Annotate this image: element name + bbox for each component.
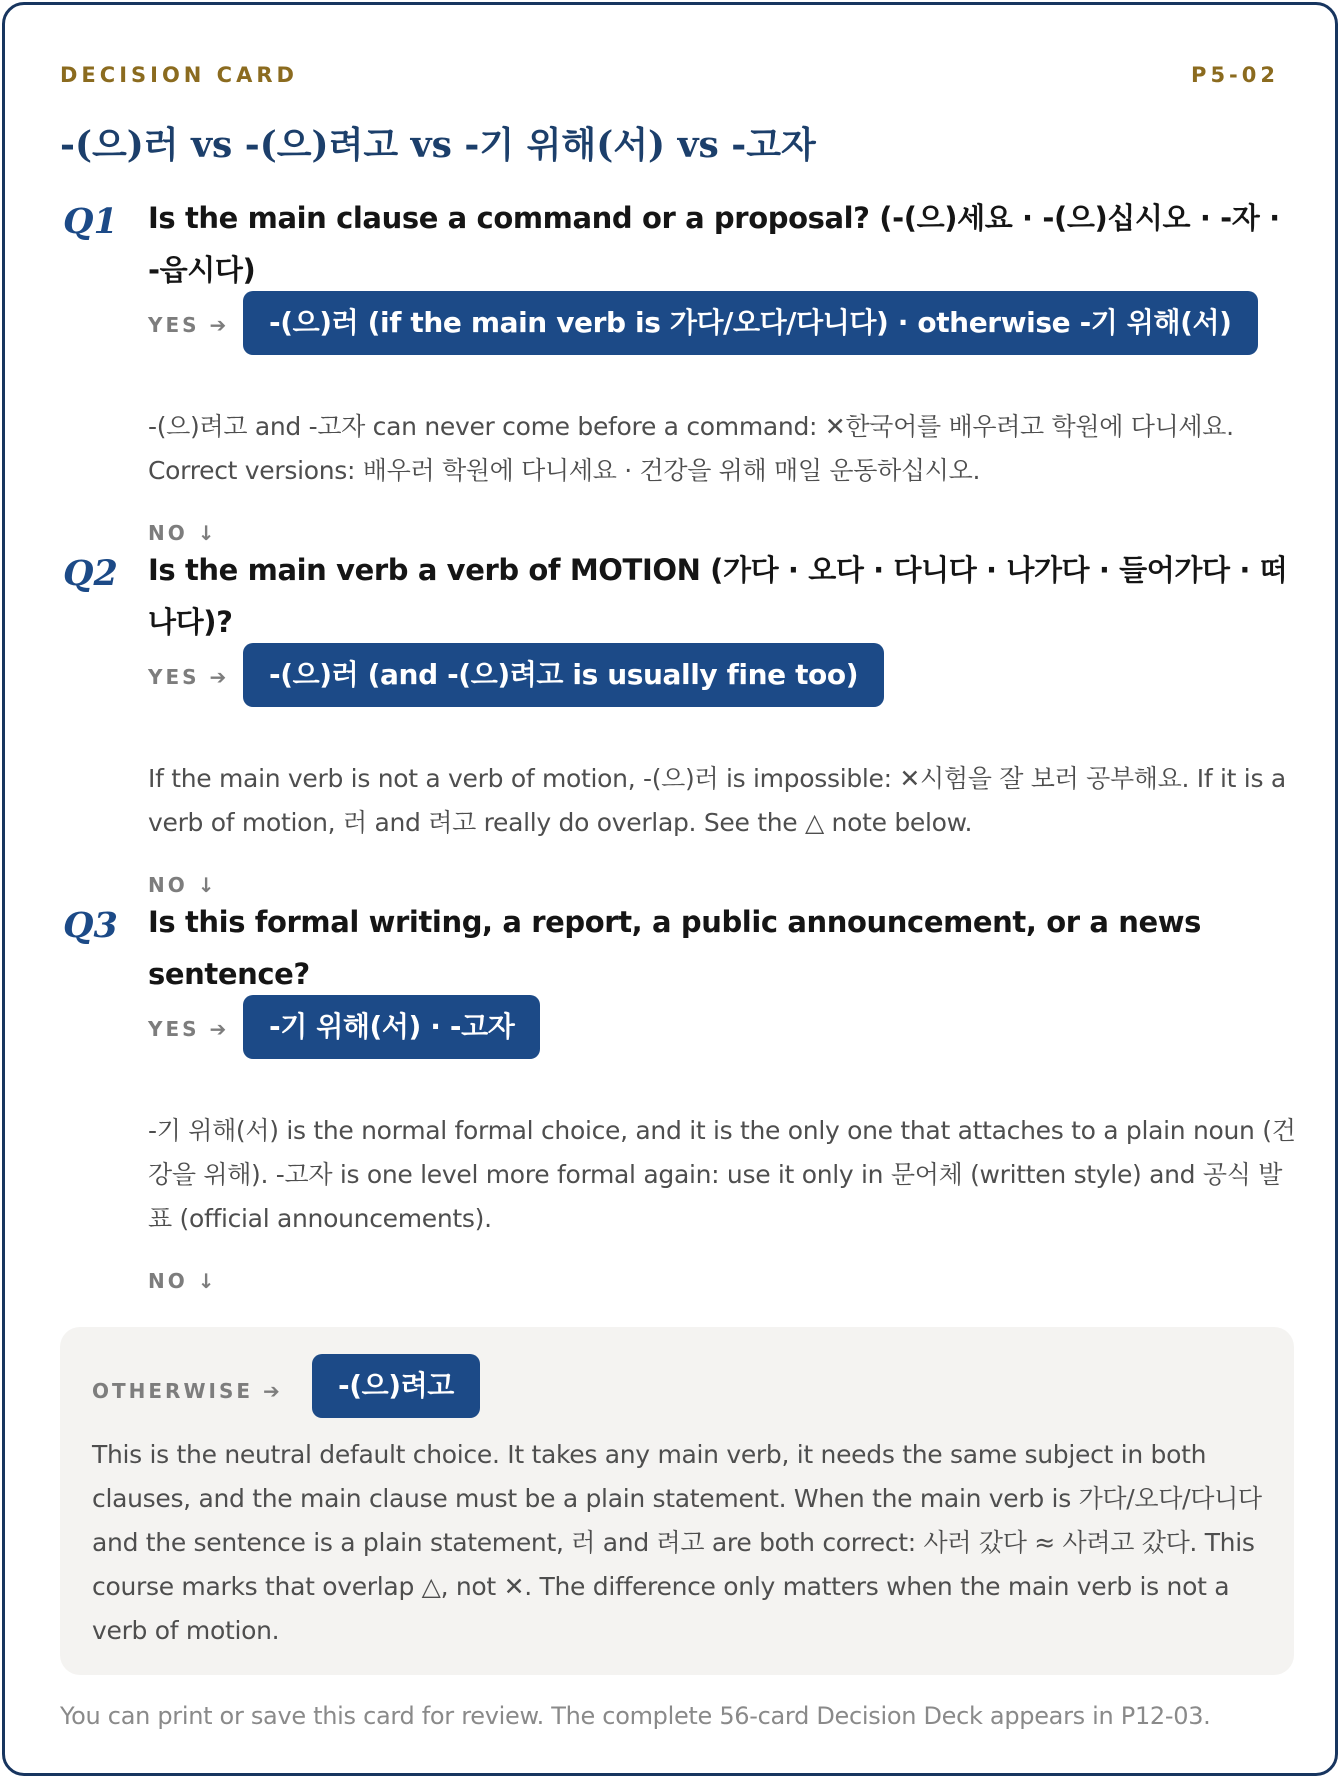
explanation-text: This is the neutral default choice. It takes any main verb, it needs the same subject in both clauses, and the main clause must be a plain statement. When the main verb is 가다/오다/다니다 and the sentence is a plain statement, 러 and 려고 are both correct: 사러 갔다 ≈ 사려고 갔다. This course marks that overlap △, not ✕. The difference only matters when the main verb is not a verb of motion. (92, 1440, 1262, 1645)
otherwise-box (60, 1327, 1294, 1675)
yes-label: YES ➔ (148, 1017, 230, 1041)
explanation-text: -(으)려고 and -고자 can never come before a command: ✕한국어를 배우려고 학원에 다니세요. Correct versions: 배우러 학원에 다니세요 · 건강을 위해 매일 운동하십시오. (148, 412, 1234, 485)
question-number: Q3 (63, 905, 118, 946)
question-text: Is the main verb a verb of MOTION (가다 · 오다 · 다니다 · 나가다 · 들어가다 · 떠나다)? (148, 553, 1288, 639)
answer-pill: -기 위해(서) · -고자 (243, 995, 540, 1059)
decision-card (2, 2, 1338, 1776)
answer-pill: -(으)러 (and -(으)려고 is usually fine too) (243, 643, 884, 707)
card-code: P5-02 (1191, 63, 1279, 87)
explanation-text: If the main verb is not a verb of motion, -(으)러 is impossible: ✕시험을 잘 보러 공부해요. If it is a verb of motion, 러 and 려고 really do overlap. See the △ note below. (148, 764, 1286, 837)
explanation-text: -기 위해(서) is the normal formal choice, and it is the only one that attaches to a plain noun (건강을 위해). -고자 is one level more formal again: use it only in 문어체 (written style) and 공식 발표 (official announcements). (148, 1116, 1296, 1233)
no-label: NO ↓ (148, 1269, 218, 1293)
answer-pill: -(으)려고 (312, 1354, 480, 1418)
yes-label: YES ➔ (148, 665, 230, 689)
card-title: -(으)러 vs -(으)려고 vs -기 위해(서) vs -고자 (60, 124, 816, 166)
answer-pill: -(으)러 (if the main verb is 가다/오다/다니다) · otherwise -기 위해(서) (243, 291, 1258, 355)
question-number: Q2 (63, 553, 118, 594)
card-type-label: DECISION CARD (60, 63, 298, 87)
question-number: Q1 (63, 201, 118, 242)
no-label: NO ↓ (148, 873, 218, 897)
question-text: Is the main clause a command or a proposal? (-(으)세요 · -(으)십시오 · -자 · -읍시다) (148, 201, 1280, 287)
footer-note: You can print or save this card for review. The complete 56-card Decision Deck appears in P12-03. (60, 1702, 1211, 1730)
question-text: Is this formal writing, a report, a public announcement, or a news sentence? (148, 905, 1201, 991)
yes-label: YES ➔ (148, 313, 230, 337)
otherwise-label: OTHERWISE ➔ (92, 1379, 283, 1403)
no-label: NO ↓ (148, 521, 218, 545)
